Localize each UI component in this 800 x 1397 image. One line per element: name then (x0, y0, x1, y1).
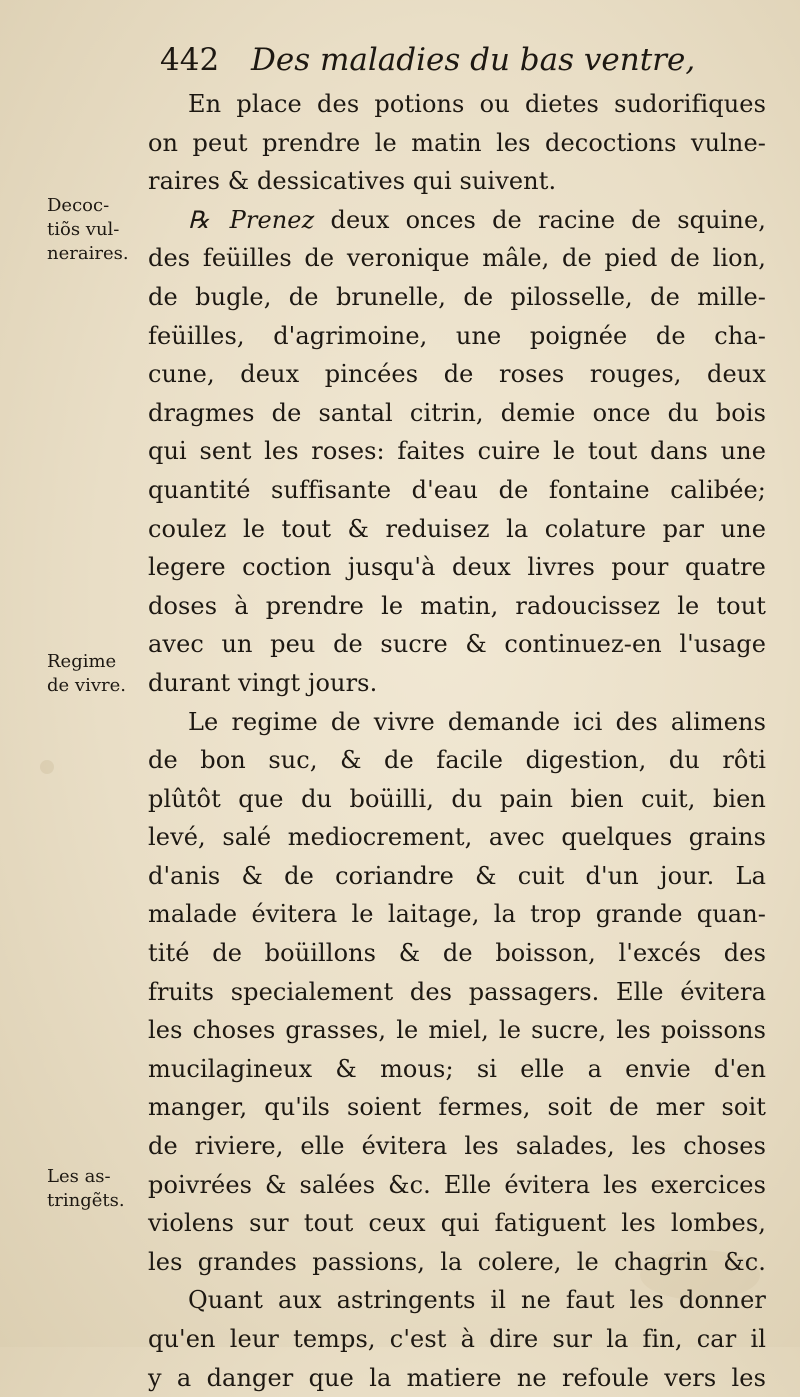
prenez-word: Prenez (229, 205, 315, 234)
text-line: d'anis & de coriandre & cuit d'un jour. La (148, 861, 766, 890)
margin-note-line: Les as- (47, 1166, 111, 1187)
text-line: raires & dessicatives qui suivent. (148, 167, 557, 196)
text-line: les choses grasses, le miel, le sucre, les poissons (148, 1016, 766, 1045)
margin-note-line: neraires. (47, 243, 129, 264)
text-line: plûtôt que du boüilli, du pain bien cuit, bien (148, 784, 766, 813)
text-line: En place des potions ou dietes sudorifiques (188, 90, 766, 118)
running-title: Des maladies du bas ventre, (251, 42, 696, 78)
text-line: Quant aux astringents il ne faut les donner (188, 1286, 766, 1315)
text-line: qu'en leur temps, c'est à dire sur la fin, car il (148, 1325, 766, 1353)
text-line: poivrées & salées &c. Elle évitera les exercices (148, 1170, 766, 1199)
margin-note-astringents (47, 1165, 125, 1213)
text-line: coulez le tout & reduisez la colature par une (148, 514, 766, 543)
body-text (148, 85, 766, 1397)
paper-stain (40, 760, 54, 774)
page-number: 442 (160, 42, 220, 78)
margin-note-line: Decoc- (47, 195, 110, 216)
text-line: doses à prendre le matin, radoucissez le tout (148, 591, 766, 620)
text-line: dragmes de santal citrin, demie once du bois (148, 398, 766, 427)
text-line-rest: deux onces de racine de squine, (330, 205, 766, 234)
text-line: manger, qu'ils soient fermes, soit de mer soit (148, 1093, 766, 1122)
text-line: les grandes passions, la colere, le chagrin &c. (148, 1247, 766, 1276)
text-line: tité de boüillons & de boisson, l'excés des (148, 939, 766, 968)
margin-note-regime (47, 650, 126, 698)
margin-note-decoctions (47, 194, 129, 266)
text-line: y a danger que la matiere ne refoule vers les (148, 1363, 766, 1392)
page-header (160, 40, 695, 80)
margin-note-line: tringẽts. (47, 1190, 125, 1211)
text-line: durant vingt jours. (148, 668, 378, 697)
margin-note-line: tiõs vul- (47, 219, 120, 240)
text-line: qui sent les roses: faites cuire le tout dans une (148, 437, 766, 466)
text-line: mucilagineux & mous; si elle a envie d'en (148, 1054, 766, 1083)
recipe-symbol: ℞ (188, 205, 210, 234)
text-line: avec un peu de sucre & continuez-en l'usage (148, 630, 766, 659)
text-line: de bugle, de brunelle, de pilosselle, de mille- (148, 282, 766, 311)
text-line: feüilles, d'agrimoine, une poignée de cha- (148, 321, 766, 350)
text-line: fruits specialement des passagers. Elle évitera (148, 977, 766, 1006)
text-line: violens sur tout ceux qui fatiguent les lombes, (148, 1209, 766, 1238)
text-line: malade évitera le laitage, la trop grande quan- (148, 900, 766, 929)
text-line: legere coction jusqu'à deux livres pour quatre (148, 553, 766, 582)
margin-note-line: Regime (47, 651, 117, 672)
margin-note-line: de vivre. (47, 675, 126, 696)
text-line: cune, deux pincées de roses rouges, deux (148, 360, 766, 389)
text-line: on peut prendre le matin les decoctions vulne- (148, 128, 766, 157)
text-line: des feüilles de veronique mâle, de pied de lion, (148, 244, 766, 273)
text-line: de riviere, elle évitera les salades, les choses (148, 1132, 766, 1161)
text-line: quantité suffisante d'eau de fontaine calibée; (148, 475, 766, 504)
text-line: de bon suc, & de facile digestion, du rôti (148, 746, 766, 775)
text-line: levé, salé mediocrement, avec quelques grains (148, 823, 766, 852)
text-line: Le regime de vivre demande ici des alimens (188, 707, 766, 736)
text-line-recipe (148, 201, 766, 240)
